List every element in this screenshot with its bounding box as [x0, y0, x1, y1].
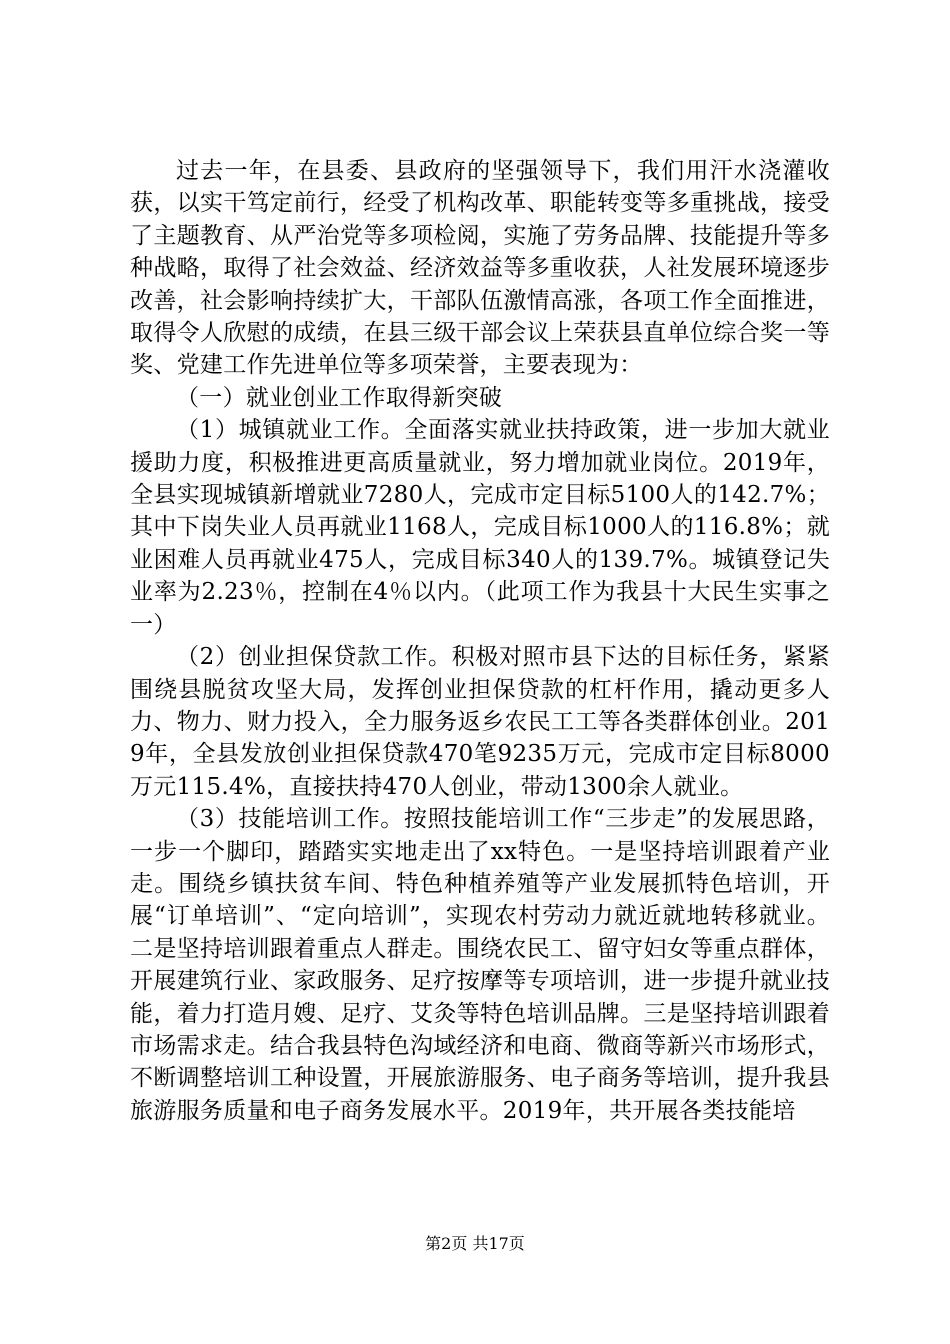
document-body: [130, 155, 830, 1127]
page-number-label: 第2页 共17页: [425, 1234, 525, 1253]
section-heading-employment: （一）就业创业工作取得新突破: [176, 384, 503, 411]
paragraph-startup-loans: （2）创业担保贷款工作。积极对照市县下达的目标任务，紧紧围绕县脱贫攻坚大局，发挥创业担保贷款的杠杆作用，撬动更多人力、物力、财力投入，全力服务返乡农民工工等各类群体创业。2019年，全县发放创业担保贷款470笔9235万元，完成市定目标8000万元115.4%，直接扶持470人创业，带动1300余人就业。: [130, 644, 830, 800]
paragraph-skills-training: （3）技能培训工作。按照技能培训工作“三步走”的发展思路，一步一个脚印，踏踏实实地走出了xx特色。一是坚持培训跟着产业走。围绕乡镇扶贫车间、特色种植养殖等产业发展抓特色培训，开展“订单培训”、“定向培训”，实现农村劳动力就近就地转移就业。二是坚持培训跟着重点人群走。围绕农民工、留守妇女等重点群体，开展建筑行业、家政服务、足疗按摩等专项培训，进一步提升就业技能，着力打造月嫂、足疗、艾灸等特色培训品牌。三是坚持培训跟着市场需求走。结合我县特色沟域经济和电商、微商等新兴市场形式，不断调整培训工种设置，开展旅游服务、电子商务等培训，提升我县旅游服务质量和电子商务发展水平。2019年，共开展各类技能培: [130, 806, 830, 1124]
paragraph-urban-employment: （1）城镇就业工作。全面落实就业扶持政策，进一步加大就业援助力度，积极推进更高质量就业，努力增加就业岗位。2019年，全县实现城镇新增就业7280人，完成市定目标5100人的142.7%；其中下岗失业人员再就业1168人，完成目标1000人的116.8%；就业困难人员再就业475人，完成目标340人的139.7%。城镇登记失业率为2.23％，控制在4％以内。（此项工作为我县十大民生实事之一）: [130, 417, 830, 638]
page-footer: [0, 1234, 950, 1254]
intro-paragraph: 过去一年，在县委、县政府的坚强领导下，我们用汗水浇灌收获，以实干笃定前行，经受了机构改革、职能转变等多重挑战，接受了主题教育、从严治党等多项检阅，实施了劳务品牌、技能提升等多种战略，取得了社会效益、经济效益等多重收获，人社发展环境逐步改善，社会影响持续扩大，干部队伍激情高涨，各项工作全面推进，取得令人欣慰的成绩，在县三级干部会议上荣获县直单位综合奖一等奖、党建工作先进单位等多项荣誉，主要表现为：: [130, 158, 830, 379]
